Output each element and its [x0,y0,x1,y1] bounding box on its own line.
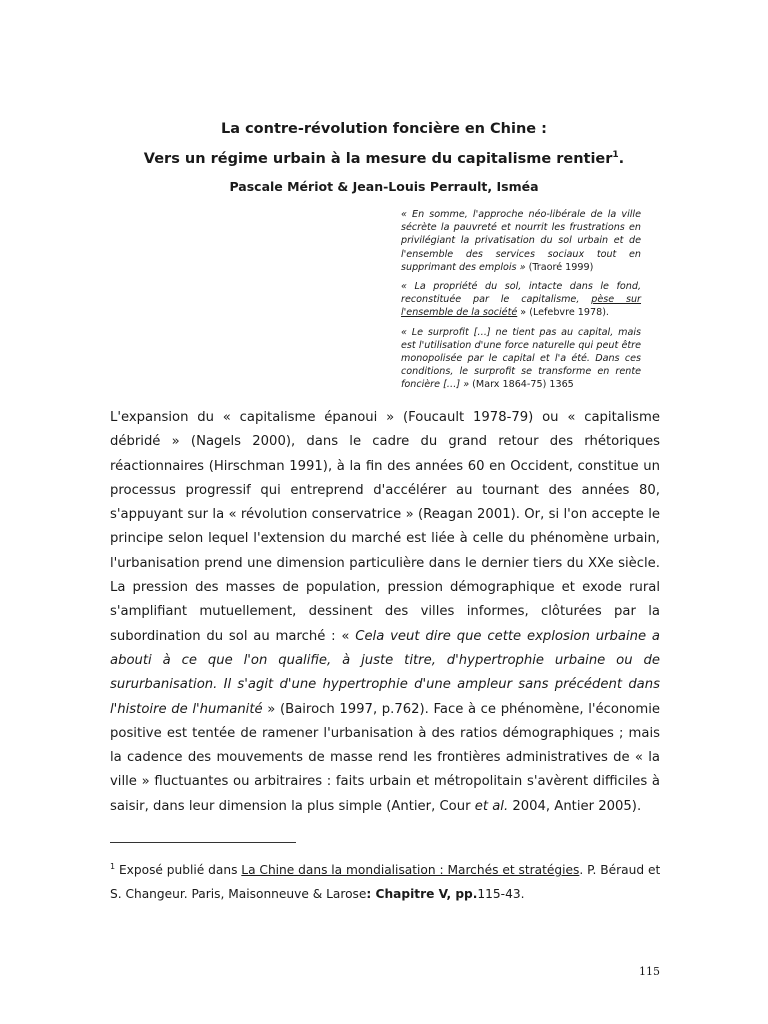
body-text-part-1: L'expansion du « capitalisme épanoui » (Foucault 1978-79) ou « capitalisme débridé » (Nagels 2000), dans le cadre du grand retour des rhétoriques réactionnaires (Hirschman 1991), à la fin des années 60 en Occident, constitue un processus progressif qui entreprend d'accélérer au tournant des années 80, s'appuyant sur la « révolution conservatrice » (Reagan 2001). Or, si l'on accepte le principe selon lequel l'extension du marché est liée à celle du phénomène urbain, l'urbanisation prend une dimension particulière dans le dernier tiers du XXe siècle. La pression des masses de population, pression démographique et exode rural s'amplifiant mutuellement, dessinent des villes informes, clôturées par la subordination du sol au marché : « [110,410,660,644]
authors-line: Pascale Mériot & Jean-Louis Perrault, Isméa [229,179,539,194]
title-line-2-text: Vers un régime urbain à la mesure du capitalisme rentier [143,150,613,167]
epigraph-quote-end: » [517,307,527,319]
page-number: 115 [639,965,660,978]
et-al: et al. [474,798,509,814]
epigraph-quote: « Le surprofit […] ne tient pas au capital, mais est l'utilisation d'une force naturelle qui peut être monopolisée par le capital et l'a été. Dans ces conditions, le surprofit se transforme en rente foncière […] » [401,326,641,391]
epigraph-underlined-phrase: pèse sur l'ensemble de la société [401,294,642,319]
footnote-pages: 115-43. [477,887,525,902]
bairoch-quote: Cela veut dire que cette explosion urbaine a abouti à ce que l'on qualifie, à juste titre, d'hypertrophie urbaine ou de sururbanisation. Il s'agit d'une hypertrophie d'une ampleur sans précédent dans l'histoire de l'humanité [110,628,660,717]
epigraph-source: (Traoré 1999) [525,261,594,273]
title-line-2 [0,150,768,167]
epigraph-quote: « La propriété du sol, intacte dans le fond, reconstituée par le capitalisme, [401,281,641,306]
footnote-number: 1 [110,862,116,871]
title-line-1: La contre-révolution foncière en Chine : [221,121,547,137]
epigraphs [401,208,641,398]
footnote-book-title: La Chine dans la mondialisation : Marchés et stratégies [241,863,580,878]
epigraph-lefebvre [401,280,641,320]
body-text-part-3: 2004, Antier 2005). [508,798,642,814]
footnote-ref[interactable]: 1 [612,150,619,160]
footnote [110,855,662,906]
footnote-authors: . P. Béraud et S. Changeur. Paris, Maisonneuve & Larose [110,863,661,902]
footnote-chapter: : Chapitre V, pp. [366,887,478,902]
footnote-separator [110,842,296,843]
body-text-part-2: » (Bairoch 1997, p.762). Face à ce phénomène, l'économie positive est tentée de ramener l'urbanisation à des ratios démographiques ; mais la cadence des mouvements de masse rend les frontières administratives de « la ville » fluctuantes ou arbitraires : faits urbain et métropolitain s'avèrent difficiles à saisir, dans leur dimension la plus simple (Antier, Cour [110,701,660,814]
title-line-2-end: . [618,150,625,167]
body-paragraph [110,406,660,819]
epigraph-marx [401,326,641,392]
epigraph-source: (Marx 1864-75) 1365 [469,379,574,391]
epigraph-traore [401,208,641,274]
epigraph-quote: « En somme, l'approche néo-libérale de la ville sécrète la pauvreté et nourrit les frustrations en privilégiant la privatisation du sol urbain et de l'ensemble des services sociaux tout en supprimant des emplois » [401,209,641,273]
footnote-intro: Exposé publié dans [115,863,242,878]
epigraph-source: (Lefebvre 1978). [526,307,609,319]
